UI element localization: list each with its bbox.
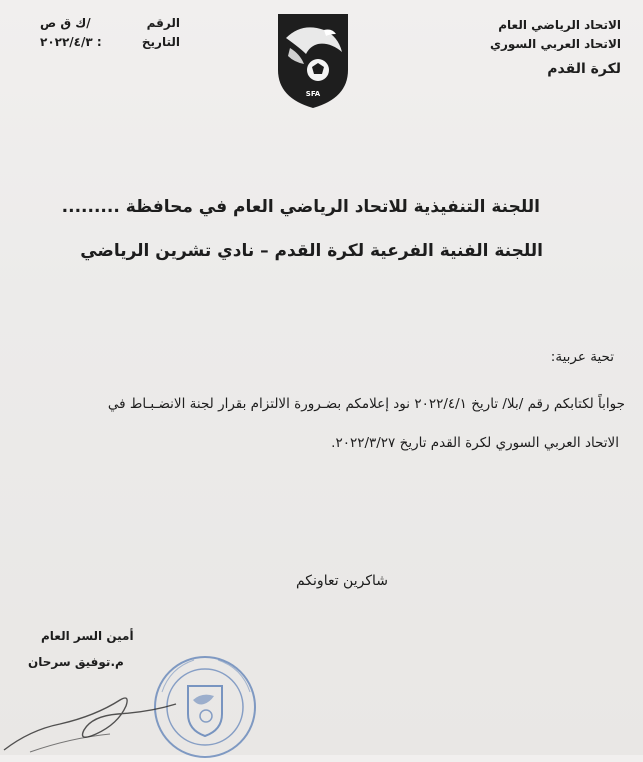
handwritten-signature bbox=[0, 690, 180, 755]
date-label: التاريخ bbox=[141, 35, 180, 50]
logo-text: SFA bbox=[305, 90, 321, 98]
body-paragraph-line-2: الاتحاد العربي السوري لكرة القدم تاريخ ٢٠٢٢/٣/٢٧. bbox=[331, 435, 619, 451]
org-line-2: الاتحاد العربي السوري bbox=[490, 36, 621, 51]
reference-block bbox=[40, 14, 180, 52]
greeting: تحية عربية: bbox=[550, 349, 614, 365]
signatory-title: أمين السر العام bbox=[41, 629, 134, 643]
reference-row bbox=[40, 14, 180, 33]
signatory-name: م.توفيق سرحان bbox=[28, 655, 124, 669]
addressee-line-2: اللجنة الفنية الفرعية لكرة القدم – نادي تشرين الرياضي bbox=[80, 241, 543, 261]
closing-thanks: شاكرين تعاونكم bbox=[295, 573, 388, 589]
org-line-1: الاتحاد الرياضي العام bbox=[498, 18, 621, 32]
sfa-logo bbox=[272, 8, 354, 110]
addressee-line-1: اللجنة التنفيذية للاتحاد الرياضي العام في محافظة ......... bbox=[61, 197, 540, 217]
reference-label: الرقم bbox=[146, 16, 180, 30]
reference-value: /ك ق ص bbox=[40, 16, 91, 30]
body-paragraph-line-1: جواباً لكتابكم رقم /بلا/ تاريخ ٢٠٢٢/٤/١ نود إعلامكم بضـرورة الالتزام بقرار لجنة الانضـبـاط في bbox=[107, 396, 625, 412]
organization-header bbox=[490, 16, 621, 81]
org-line-3: لكرة القدم bbox=[547, 61, 621, 78]
date-row bbox=[40, 33, 180, 52]
date-value: : ٢٠٢٢/٤/٣ bbox=[40, 35, 102, 50]
